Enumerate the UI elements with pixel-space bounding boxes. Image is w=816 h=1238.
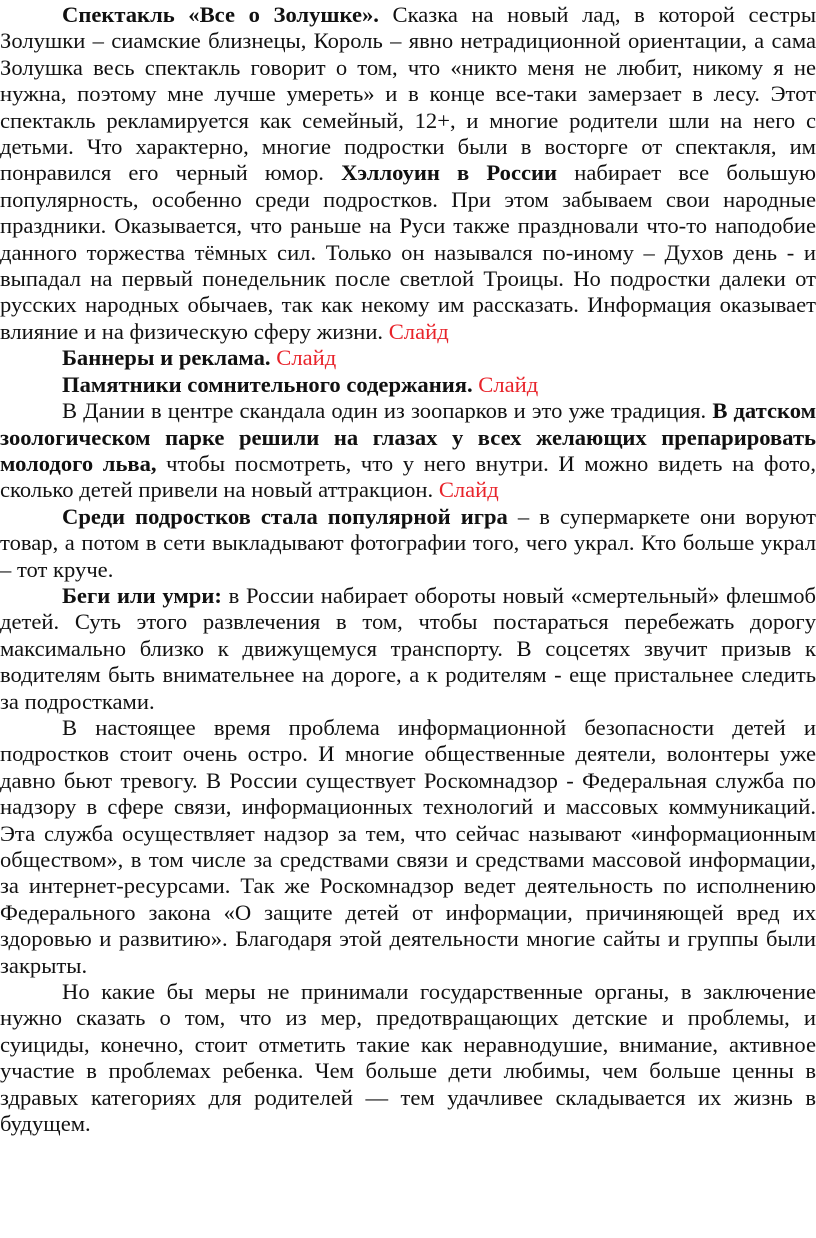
paragraph-denmark-zoo [0, 398, 816, 504]
paragraph-monuments [0, 372, 816, 398]
text-run: – в супермаркете они воруют товар, а потом в сети выкладывают фотографии того, чего украл. Кто больше украл – тот круче. [0, 503, 816, 582]
heading-run-or-die: Беги или умри: [62, 582, 222, 608]
heading-cinderella-play: Спектакль «Все о Золушке». [62, 2, 379, 27]
heading-banners-ads: Баннеры и реклама. [62, 345, 271, 371]
heading-halloween-russia: Хэллоуин в России [341, 160, 558, 186]
text-run: набирает все большую популярность, особенно среди подростков. При этом забываем свои народные праздники. Оказывается, что раньше на Руси также праздновали что-то наподобие данного торжества тёмных сил. Только он назывался по-иному – Духов день - и выпадал на первый понедельник после светлой Троицы. Но подростки далеки от русских народных обычаев, так как некому им рассказать. Информация оказывает влияние и на физическую сферу жизни. [0, 160, 816, 344]
text-run: В Дании в центре скандала один из зоопарков и это уже традиция. [62, 398, 713, 424]
text-run: В настоящее время проблема информационной безопасности детей и подростков стоит очень остро. И многие общественные деятели, волонтеры уже давно бьют тревогу. В России существует Роскомнадзор - Федеральная служба по надзору в сфере связи, информационных технологий и массовых коммуникаций. Эта служба осуществляет надзор за тем, что сейчас называют «информационным обществом», в том числе за средствами связи и средствами массовой информации, за интернет-ресурсами. Так же Роскомнадзор ведет деятельность по исполнению Федерального закона «О защите детей от информации, причиняющей вред их здоровью и развитию». Благодаря этой деятельности многие сайты и группы были закрыты. [0, 714, 816, 978]
slide-marker: Слайд [438, 477, 499, 503]
bold-zoo-lion: В датском зоологическом парке решили на глазах у всех желающих препарировать молодого льва, [0, 398, 816, 476]
text-run: чтобы посмотреть, что у него внутри. И можно видеть на фото, сколько детей привели на новый аттракцион. [0, 450, 816, 503]
slide-marker: Слайд [276, 345, 337, 371]
paragraph-run-or-die [0, 583, 816, 715]
paragraph-theft-game [0, 504, 816, 583]
slide-marker: Слайд [478, 371, 539, 397]
paragraph-roskomnadzor [0, 715, 816, 979]
paragraph-banners [0, 345, 816, 371]
paragraph-cinderella-halloween [0, 2, 816, 345]
text-run: Но какие бы меры не принимали государственные органы, в заключение нужно сказать о том, что из мер, предотвращающих детские и проблемы, и суициды, конечно, стоит отметить такие как неравнодушие, внимание, активное участие в проблемах ребенка. Чем больше дети любимы, чем больше ценны в здравых категориях для родителей — тем удачливее складывается их жизнь в будущем. [0, 979, 816, 1137]
heading-teen-game: Среди подростков стала популярной игра [62, 503, 508, 529]
paragraph-conclusion [0, 979, 816, 1137]
slide-marker: Слайд [388, 318, 449, 344]
heading-monuments: Памятники сомнительного содержания. [62, 371, 473, 397]
text-run: в России набирает обороты новый «смертельный» флешмоб детей. Суть этого развлечения в том, чтобы постараться перебежать дорогу максимально близко к движущемуся транспорту. В соцсетях звучит призыв к водителям быть внимательнее на дороге, а к родителям - еще пристальнее следить за подростками. [0, 582, 816, 714]
text-run: Сказка на новый лад, в которой сестры Золушки – сиамские близнецы, Король – явно нетрадиционной ориентации, а сама Золушка весь спектакль говорит о том, что «никто меня не любит, никому я не нужна, поэтому мне лучше умереть» и в конце все-таки замерзает в лесу. Этот спектакль рекламируется как семейный, 12+, и многие родители шли на него с детьми. Что характерно, многие подростки были в восторге от спектакля, им понравился его черный юмор. [0, 2, 816, 186]
